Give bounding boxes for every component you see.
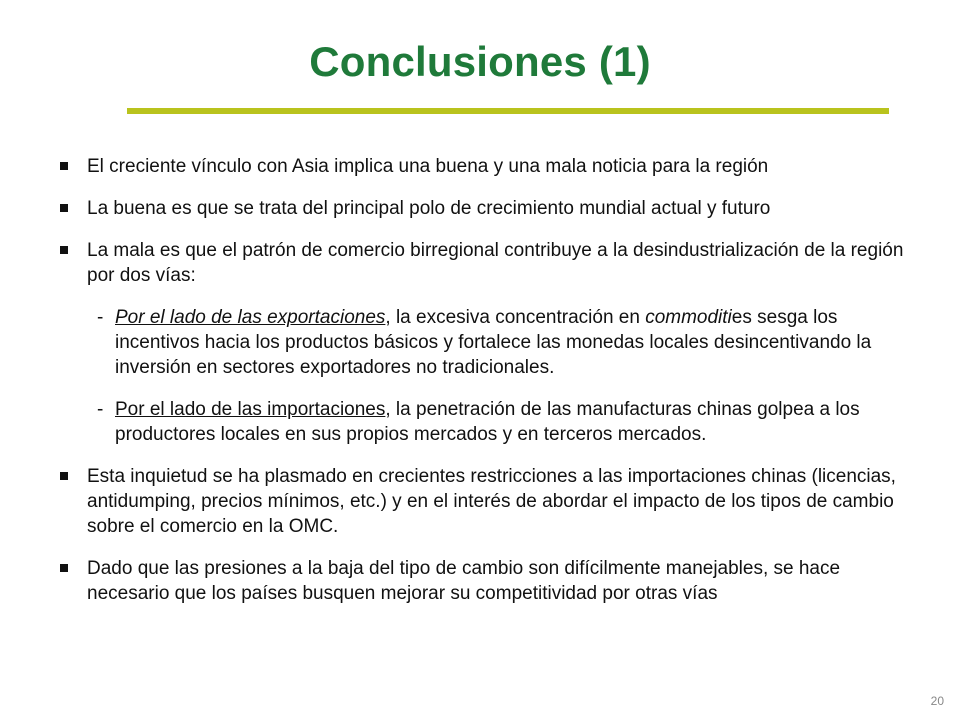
bullet-text: La buena es que se trata del principal polo de crecimiento mundial actual y futuro bbox=[87, 198, 771, 219]
square-bullet-icon bbox=[60, 472, 68, 480]
bullet-text: Esta inquietud se ha plasmado en crecientes restricciones a las importaciones chinas (licencias, antidumping, precios mínimos, etc.) y en el interés de abordar el impacto de los tipos de cambio sobre el comercio en la OMC. bbox=[87, 466, 896, 537]
sub-item-text: , la penetración de las manufacturas chinas golpea a los productores locales en sus propios mercados y en terceros mercados. bbox=[115, 399, 860, 445]
title-underline-rule bbox=[127, 108, 889, 114]
bullet-item bbox=[60, 464, 920, 539]
bullet-item bbox=[60, 556, 920, 606]
dash-marker: - bbox=[97, 307, 104, 328]
sub-item-text: , la excesiva concentración en bbox=[385, 307, 646, 328]
square-bullet-icon bbox=[60, 564, 68, 572]
page-number: 20 bbox=[930, 694, 944, 708]
bullet-item bbox=[60, 238, 920, 288]
bullet-text: Dado que las presiones a la baja del tipo de cambio son difícilmente manejables, se hace necesario que los países busquen mejorar su competitividad por otras vías bbox=[87, 558, 841, 604]
slide-title: Conclusiones (1) bbox=[309, 38, 651, 85]
slide-content bbox=[60, 154, 920, 623]
square-bullet-icon bbox=[60, 162, 68, 170]
bullet-text: El creciente vínculo con Asia implica una buena y una mala noticia para la región bbox=[87, 156, 769, 177]
square-bullet-icon bbox=[60, 204, 68, 212]
sub-item-lead: Por el lado de las importaciones bbox=[115, 399, 386, 420]
square-bullet-icon bbox=[60, 246, 68, 254]
sub-item-text: es sesga los incentivos hacia los productos básicos y fortalece las monedas locales desincentivando la inversión en sectores exportadores no tradicionales. bbox=[115, 307, 872, 378]
sub-item-italic-word: commoditi bbox=[645, 307, 732, 328]
bullet-text: La mala es que el patrón de comercio birregional contribuye a la desindustrialización de la región por dos vías: bbox=[87, 240, 904, 286]
sub-item-imports bbox=[60, 397, 920, 447]
dash-marker: - bbox=[97, 399, 104, 420]
bullet-item bbox=[60, 154, 920, 179]
bullet-item bbox=[60, 196, 920, 221]
sub-item-exports bbox=[60, 305, 920, 380]
sub-item-lead: Por el lado de las exportaciones bbox=[115, 307, 386, 328]
